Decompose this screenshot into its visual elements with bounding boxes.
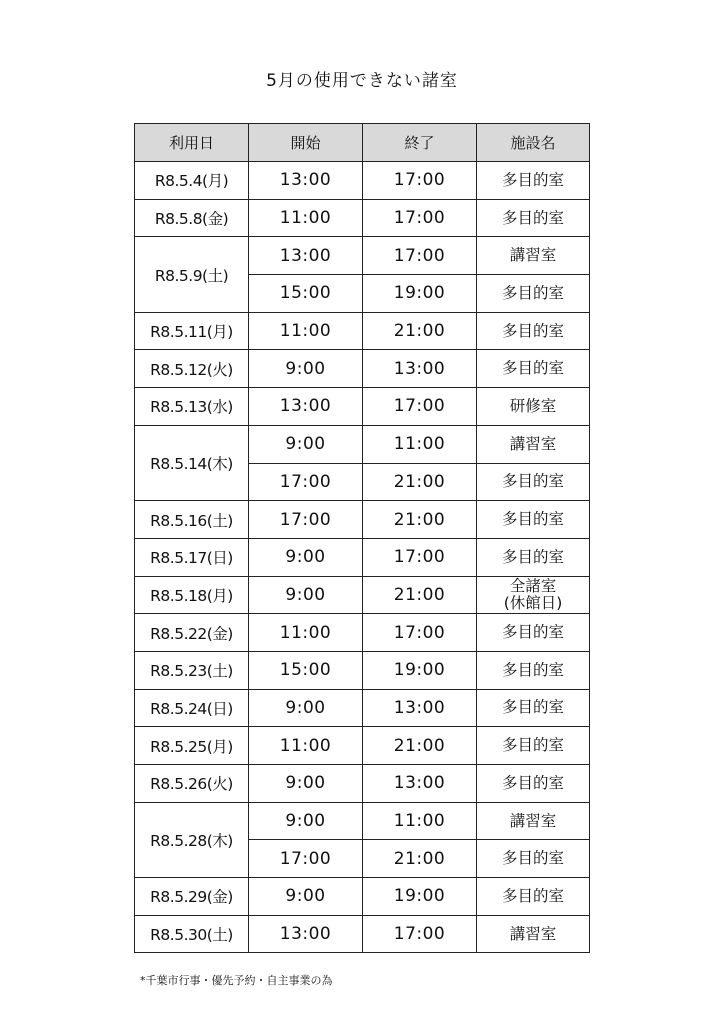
end-time-cell: 17:00	[363, 614, 477, 652]
room-cell: 全諸室 (休館日)	[477, 576, 590, 614]
start-time-cell: 9:00	[249, 878, 363, 916]
room-cell: 多目的室	[477, 162, 590, 200]
date-cell: R8.5.16(土)	[135, 501, 249, 539]
end-time-cell: 13:00	[363, 689, 477, 727]
date-cell: R8.5.29(金)	[135, 878, 249, 916]
schedule-table	[134, 123, 590, 953]
end-time-cell: 21:00	[363, 840, 477, 878]
date-cell: R8.5.8(金)	[135, 199, 249, 237]
end-time-cell: 17:00	[363, 915, 477, 953]
date-cell: R8.5.26(火)	[135, 765, 249, 803]
date-cell: R8.5.13(水)	[135, 388, 249, 426]
table-row	[135, 576, 590, 614]
start-time-cell: 11:00	[249, 199, 363, 237]
table-row	[135, 689, 590, 727]
date-cell: R8.5.24(日)	[135, 689, 249, 727]
room-cell: 多目的室	[477, 614, 590, 652]
date-cell: R8.5.12(火)	[135, 350, 249, 388]
start-time-cell: 11:00	[249, 312, 363, 350]
end-time-cell: 11:00	[363, 802, 477, 840]
date-cell: R8.5.17(日)	[135, 538, 249, 576]
table-row	[135, 350, 590, 388]
room-cell: 講習室	[477, 425, 590, 463]
room-cell: 多目的室	[477, 651, 590, 689]
start-time-cell: 17:00	[249, 463, 363, 501]
end-time-cell: 17:00	[363, 199, 477, 237]
start-time-cell: 13:00	[249, 388, 363, 426]
table-row	[135, 651, 590, 689]
start-time-cell: 9:00	[249, 538, 363, 576]
room-cell: 多目的室	[477, 840, 590, 878]
end-time-cell: 17:00	[363, 162, 477, 200]
table-row	[135, 727, 590, 765]
end-time-cell: 19:00	[363, 878, 477, 916]
room-cell: 講習室	[477, 237, 590, 275]
start-time-cell: 9:00	[249, 425, 363, 463]
table-row	[135, 199, 590, 237]
table-row	[135, 162, 590, 200]
table-row	[135, 425, 590, 463]
room-cell: 研修室	[477, 388, 590, 426]
end-time-cell: 19:00	[363, 651, 477, 689]
date-cell: R8.5.28(木)	[135, 802, 249, 877]
room-cell: 講習室	[477, 915, 590, 953]
room-cell: 多目的室	[477, 350, 590, 388]
start-time-cell: 11:00	[249, 727, 363, 765]
room-cell: 多目的室	[477, 727, 590, 765]
room-cell: 多目的室	[477, 878, 590, 916]
start-time-cell: 9:00	[249, 350, 363, 388]
room-cell: 多目的室	[477, 312, 590, 350]
header-start: 開始	[249, 124, 363, 162]
table-row	[135, 878, 590, 916]
start-time-cell: 17:00	[249, 501, 363, 539]
start-time-cell: 9:00	[249, 802, 363, 840]
start-time-cell: 11:00	[249, 614, 363, 652]
date-cell: R8.5.25(月)	[135, 727, 249, 765]
end-time-cell: 17:00	[363, 388, 477, 426]
page-title: 5月の使用できない諸室	[266, 71, 458, 91]
table-row	[135, 765, 590, 803]
end-time-cell: 13:00	[363, 350, 477, 388]
table-header-row	[135, 124, 590, 162]
start-time-cell: 15:00	[249, 275, 363, 313]
date-cell: R8.5.9(土)	[135, 237, 249, 312]
date-cell: R8.5.22(金)	[135, 614, 249, 652]
room-cell: 多目的室	[477, 689, 590, 727]
start-time-cell: 9:00	[249, 689, 363, 727]
date-cell: R8.5.11(月)	[135, 312, 249, 350]
end-time-cell: 21:00	[363, 501, 477, 539]
start-time-cell: 15:00	[249, 651, 363, 689]
room-cell: 講習室	[477, 802, 590, 840]
header-date: 利用日	[135, 124, 249, 162]
room-cell: 多目的室	[477, 538, 590, 576]
end-time-cell: 17:00	[363, 237, 477, 275]
start-time-cell: 17:00	[249, 840, 363, 878]
date-cell: R8.5.14(木)	[135, 425, 249, 500]
start-time-cell: 13:00	[249, 237, 363, 275]
end-time-cell: 11:00	[363, 425, 477, 463]
room-cell: 多目的室	[477, 463, 590, 501]
header-end: 終了	[363, 124, 477, 162]
room-cell: 多目的室	[477, 199, 590, 237]
room-cell: 多目的室	[477, 275, 590, 313]
end-time-cell: 21:00	[363, 463, 477, 501]
end-time-cell: 19:00	[363, 275, 477, 313]
date-cell: R8.5.30(土)	[135, 915, 249, 953]
table-row	[135, 802, 590, 840]
start-time-cell: 13:00	[249, 915, 363, 953]
table-row	[135, 501, 590, 539]
table-row	[135, 614, 590, 652]
end-time-cell: 21:00	[363, 727, 477, 765]
end-time-cell: 13:00	[363, 765, 477, 803]
table-row	[135, 915, 590, 953]
schedule-body	[135, 162, 590, 953]
header-room: 施設名	[477, 124, 590, 162]
date-cell: R8.5.23(土)	[135, 651, 249, 689]
table-row	[135, 538, 590, 576]
end-time-cell: 21:00	[363, 576, 477, 614]
date-cell: R8.5.18(月)	[135, 576, 249, 614]
table-row	[135, 312, 590, 350]
start-time-cell: 13:00	[249, 162, 363, 200]
table-row	[135, 388, 590, 426]
room-cell: 多目的室	[477, 501, 590, 539]
start-time-cell: 9:00	[249, 765, 363, 803]
end-time-cell: 21:00	[363, 312, 477, 350]
table-row	[135, 237, 590, 275]
footnote: *千葉市行事・優先予約・自主事業の為	[140, 974, 333, 987]
end-time-cell: 17:00	[363, 538, 477, 576]
date-cell: R8.5.4(月)	[135, 162, 249, 200]
room-cell: 多目的室	[477, 765, 590, 803]
start-time-cell: 9:00	[249, 576, 363, 614]
